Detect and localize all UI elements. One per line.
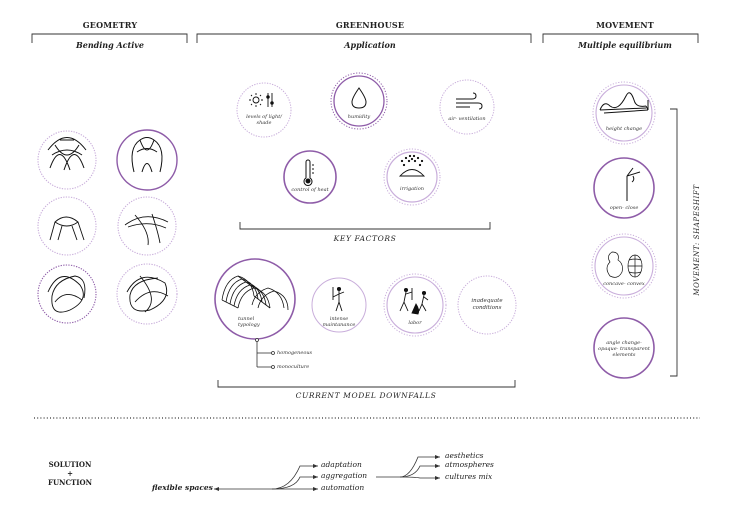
key-factor-irrigation-label: irrigation: [400, 186, 424, 192]
greenhouse-title: GREENHOUSE: [335, 20, 405, 30]
solution-sub-cultures-mix: cultures mix: [445, 472, 493, 481]
solution-line2: FUNCTION: [47, 478, 93, 487]
key-factor-humidity-label: humidity: [347, 114, 371, 120]
greenhouse-subtitle: Application: [344, 40, 396, 50]
solution-sub-aesthetics: aesthetics: [445, 451, 484, 460]
downfall-labor-label: labor: [408, 320, 422, 326]
movement-subtitle: Multiple equilibrium: [578, 40, 672, 50]
downfall-maintenance-label: intense maintanance: [322, 316, 356, 328]
solution-sub-atmospheres: atmospheres: [445, 460, 494, 469]
tunnel-branch-monoculture: monoculture: [277, 364, 310, 370]
solution-line1: SOLUTION: [48, 460, 92, 469]
movement-angle-label: angle change- opaque- transparent elements: [598, 340, 650, 358]
downfall-conditions-label: inadequate conditions: [471, 298, 503, 311]
solution-plus: +: [67, 469, 73, 478]
downfalls-caption: CURRENT MODEL DOWNFALLS: [295, 391, 437, 400]
tunnel-branch-homogeneous: homogeneous: [277, 350, 313, 356]
movement-title: MOVEMENT: [596, 20, 654, 30]
solution-branch-adaptation: adaptation: [321, 460, 362, 469]
solution-branch-aggregation: aggregation: [321, 471, 368, 480]
key-factor-heat-label: control of heat: [291, 187, 329, 193]
movement-open-close-label: open- close: [609, 205, 639, 211]
geometry-title: GEOMETRY: [82, 20, 138, 30]
solution-branch-automation: automation: [321, 483, 365, 492]
key-factors-caption: KEY FACTORS: [333, 234, 397, 243]
solution-root: flexible spaces: [152, 483, 213, 492]
key-factor-light-label: levels of light/ shade: [246, 114, 282, 126]
movement-height-label: height change: [605, 126, 643, 132]
downfall-tunnel-label: tunnel typology: [238, 316, 260, 328]
geometry-subtitle: Bending Active: [75, 40, 145, 50]
movement-side-label: MOVEMENT: SHAPESHIFT: [693, 184, 701, 296]
key-factor-air-label: air- ventilation: [448, 116, 486, 122]
movement-concave-convex-label: concave- convex: [603, 281, 645, 287]
